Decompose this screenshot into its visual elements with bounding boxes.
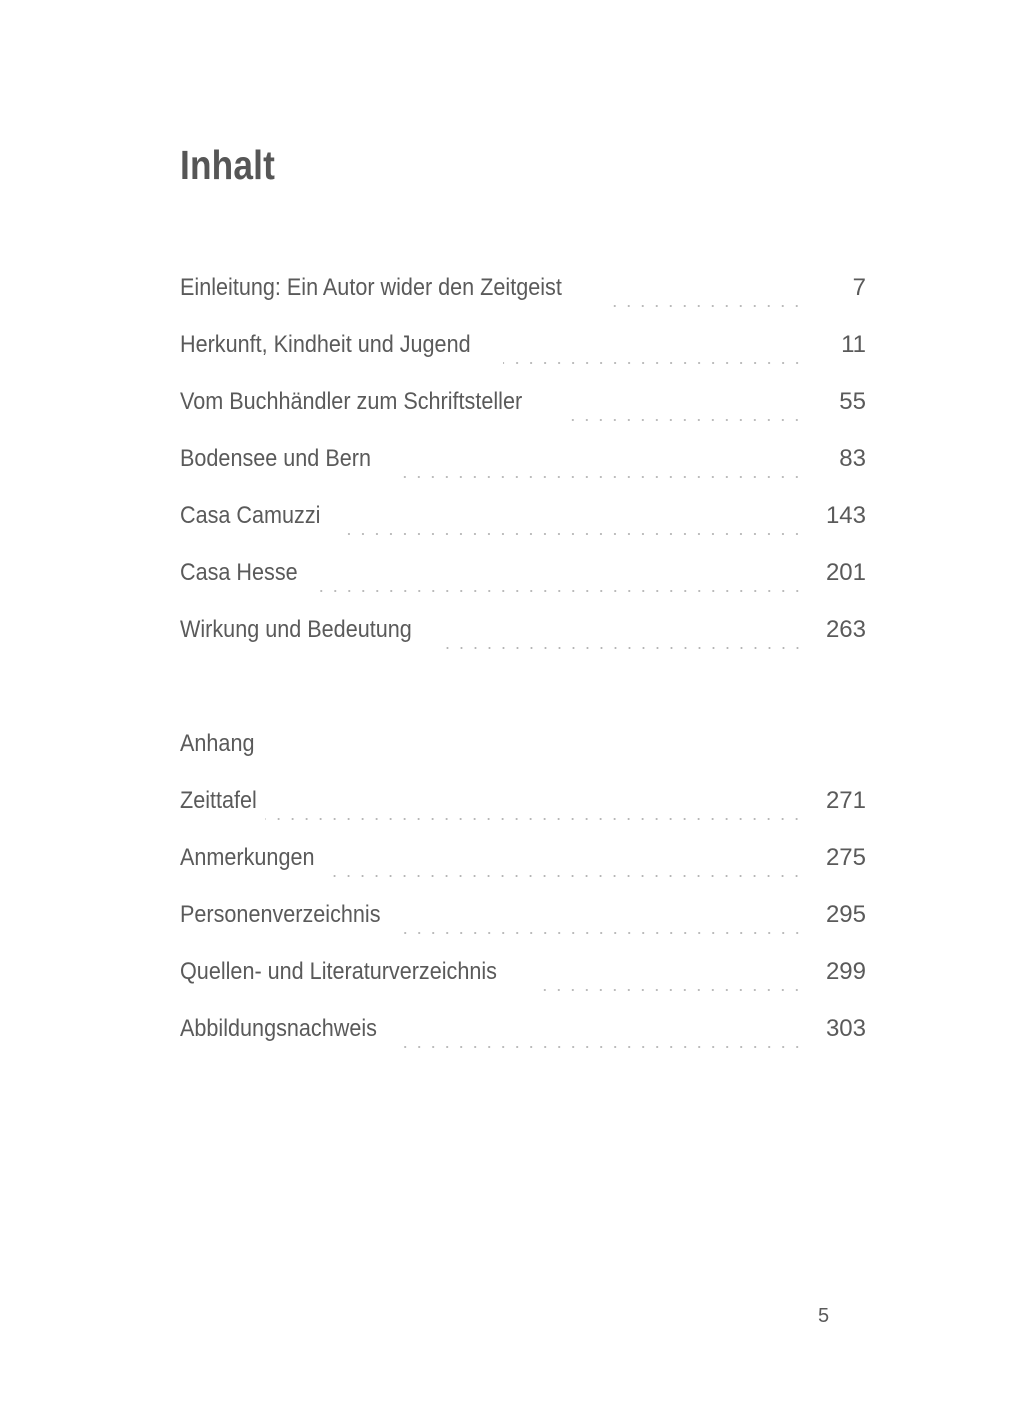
toc-entry-label: Herkunft, Kindheit und Jugend bbox=[180, 331, 471, 358]
toc-entry[interactable] bbox=[180, 270, 866, 327]
toc-main-list bbox=[180, 270, 866, 669]
toc-entry[interactable] bbox=[180, 1011, 866, 1068]
toc-entry[interactable] bbox=[180, 954, 866, 1011]
toc-entry-page: 143 bbox=[825, 502, 866, 529]
toc-entry-label: Zeittafel bbox=[180, 787, 257, 814]
toc-entry-page: 83 bbox=[839, 445, 866, 472]
toc-entry[interactable] bbox=[180, 384, 866, 441]
toc-entry-page: 7 bbox=[852, 274, 866, 301]
toc-entry[interactable] bbox=[180, 840, 866, 897]
appendix-heading: Anhang bbox=[180, 730, 255, 757]
toc-entry-label: Quellen- und Literaturverzeichnis bbox=[180, 958, 497, 985]
toc-entry-label: Casa Hesse bbox=[180, 559, 298, 586]
dot-leader bbox=[403, 932, 804, 934]
dot-leader bbox=[604, 305, 804, 307]
toc-entry-page: 295 bbox=[825, 901, 866, 928]
dot-leader bbox=[392, 476, 804, 478]
dot-leader bbox=[399, 1046, 804, 1048]
toc-entry[interactable] bbox=[180, 441, 866, 498]
page-number: 5 bbox=[818, 1305, 830, 1327]
dot-leader bbox=[560, 419, 804, 421]
toc-entry-label: Abbildungsnachweis bbox=[180, 1015, 377, 1042]
dot-leader bbox=[532, 989, 804, 991]
toc-entry-label: Wirkung und Bedeutung bbox=[180, 616, 412, 643]
dot-leader bbox=[265, 818, 804, 820]
dot-leader bbox=[329, 875, 804, 877]
toc-appendix-list bbox=[180, 783, 866, 1068]
toc-entry-page: 275 bbox=[825, 844, 866, 871]
dot-leader bbox=[438, 647, 804, 649]
toc-entry-page: 55 bbox=[839, 388, 866, 415]
toc-entry-label: Personenverzeichnis bbox=[180, 901, 381, 928]
dot-leader bbox=[336, 533, 804, 535]
toc-entry-page: 201 bbox=[825, 559, 866, 586]
toc-entry[interactable] bbox=[180, 612, 866, 669]
toc-entry[interactable] bbox=[180, 498, 866, 555]
toc-entry[interactable] bbox=[180, 327, 866, 384]
toc-entry-page: 299 bbox=[825, 958, 866, 985]
toc-entry-label: Bodensee und Bern bbox=[180, 445, 371, 472]
toc-entry-label: Vom Buchhändler zum Schriftsteller bbox=[180, 388, 523, 415]
toc-entry-page: 11 bbox=[841, 331, 866, 358]
toc-entry-page: 263 bbox=[825, 616, 866, 643]
toc-entry[interactable] bbox=[180, 555, 866, 612]
dot-leader bbox=[311, 590, 804, 592]
dot-leader bbox=[503, 362, 804, 364]
toc-entry-label: Casa Camuzzi bbox=[180, 502, 321, 529]
page-title: Inhalt bbox=[180, 142, 276, 188]
toc-entry-label: Anmerkungen bbox=[180, 844, 315, 871]
toc-entry-page: 303 bbox=[825, 1015, 866, 1042]
toc-entry-label: Einleitung: Ein Autor wider den Zeitgeist bbox=[180, 274, 562, 301]
toc-entry-page: 271 bbox=[825, 787, 866, 814]
toc-entry[interactable] bbox=[180, 897, 866, 954]
toc-entry[interactable] bbox=[180, 783, 866, 840]
